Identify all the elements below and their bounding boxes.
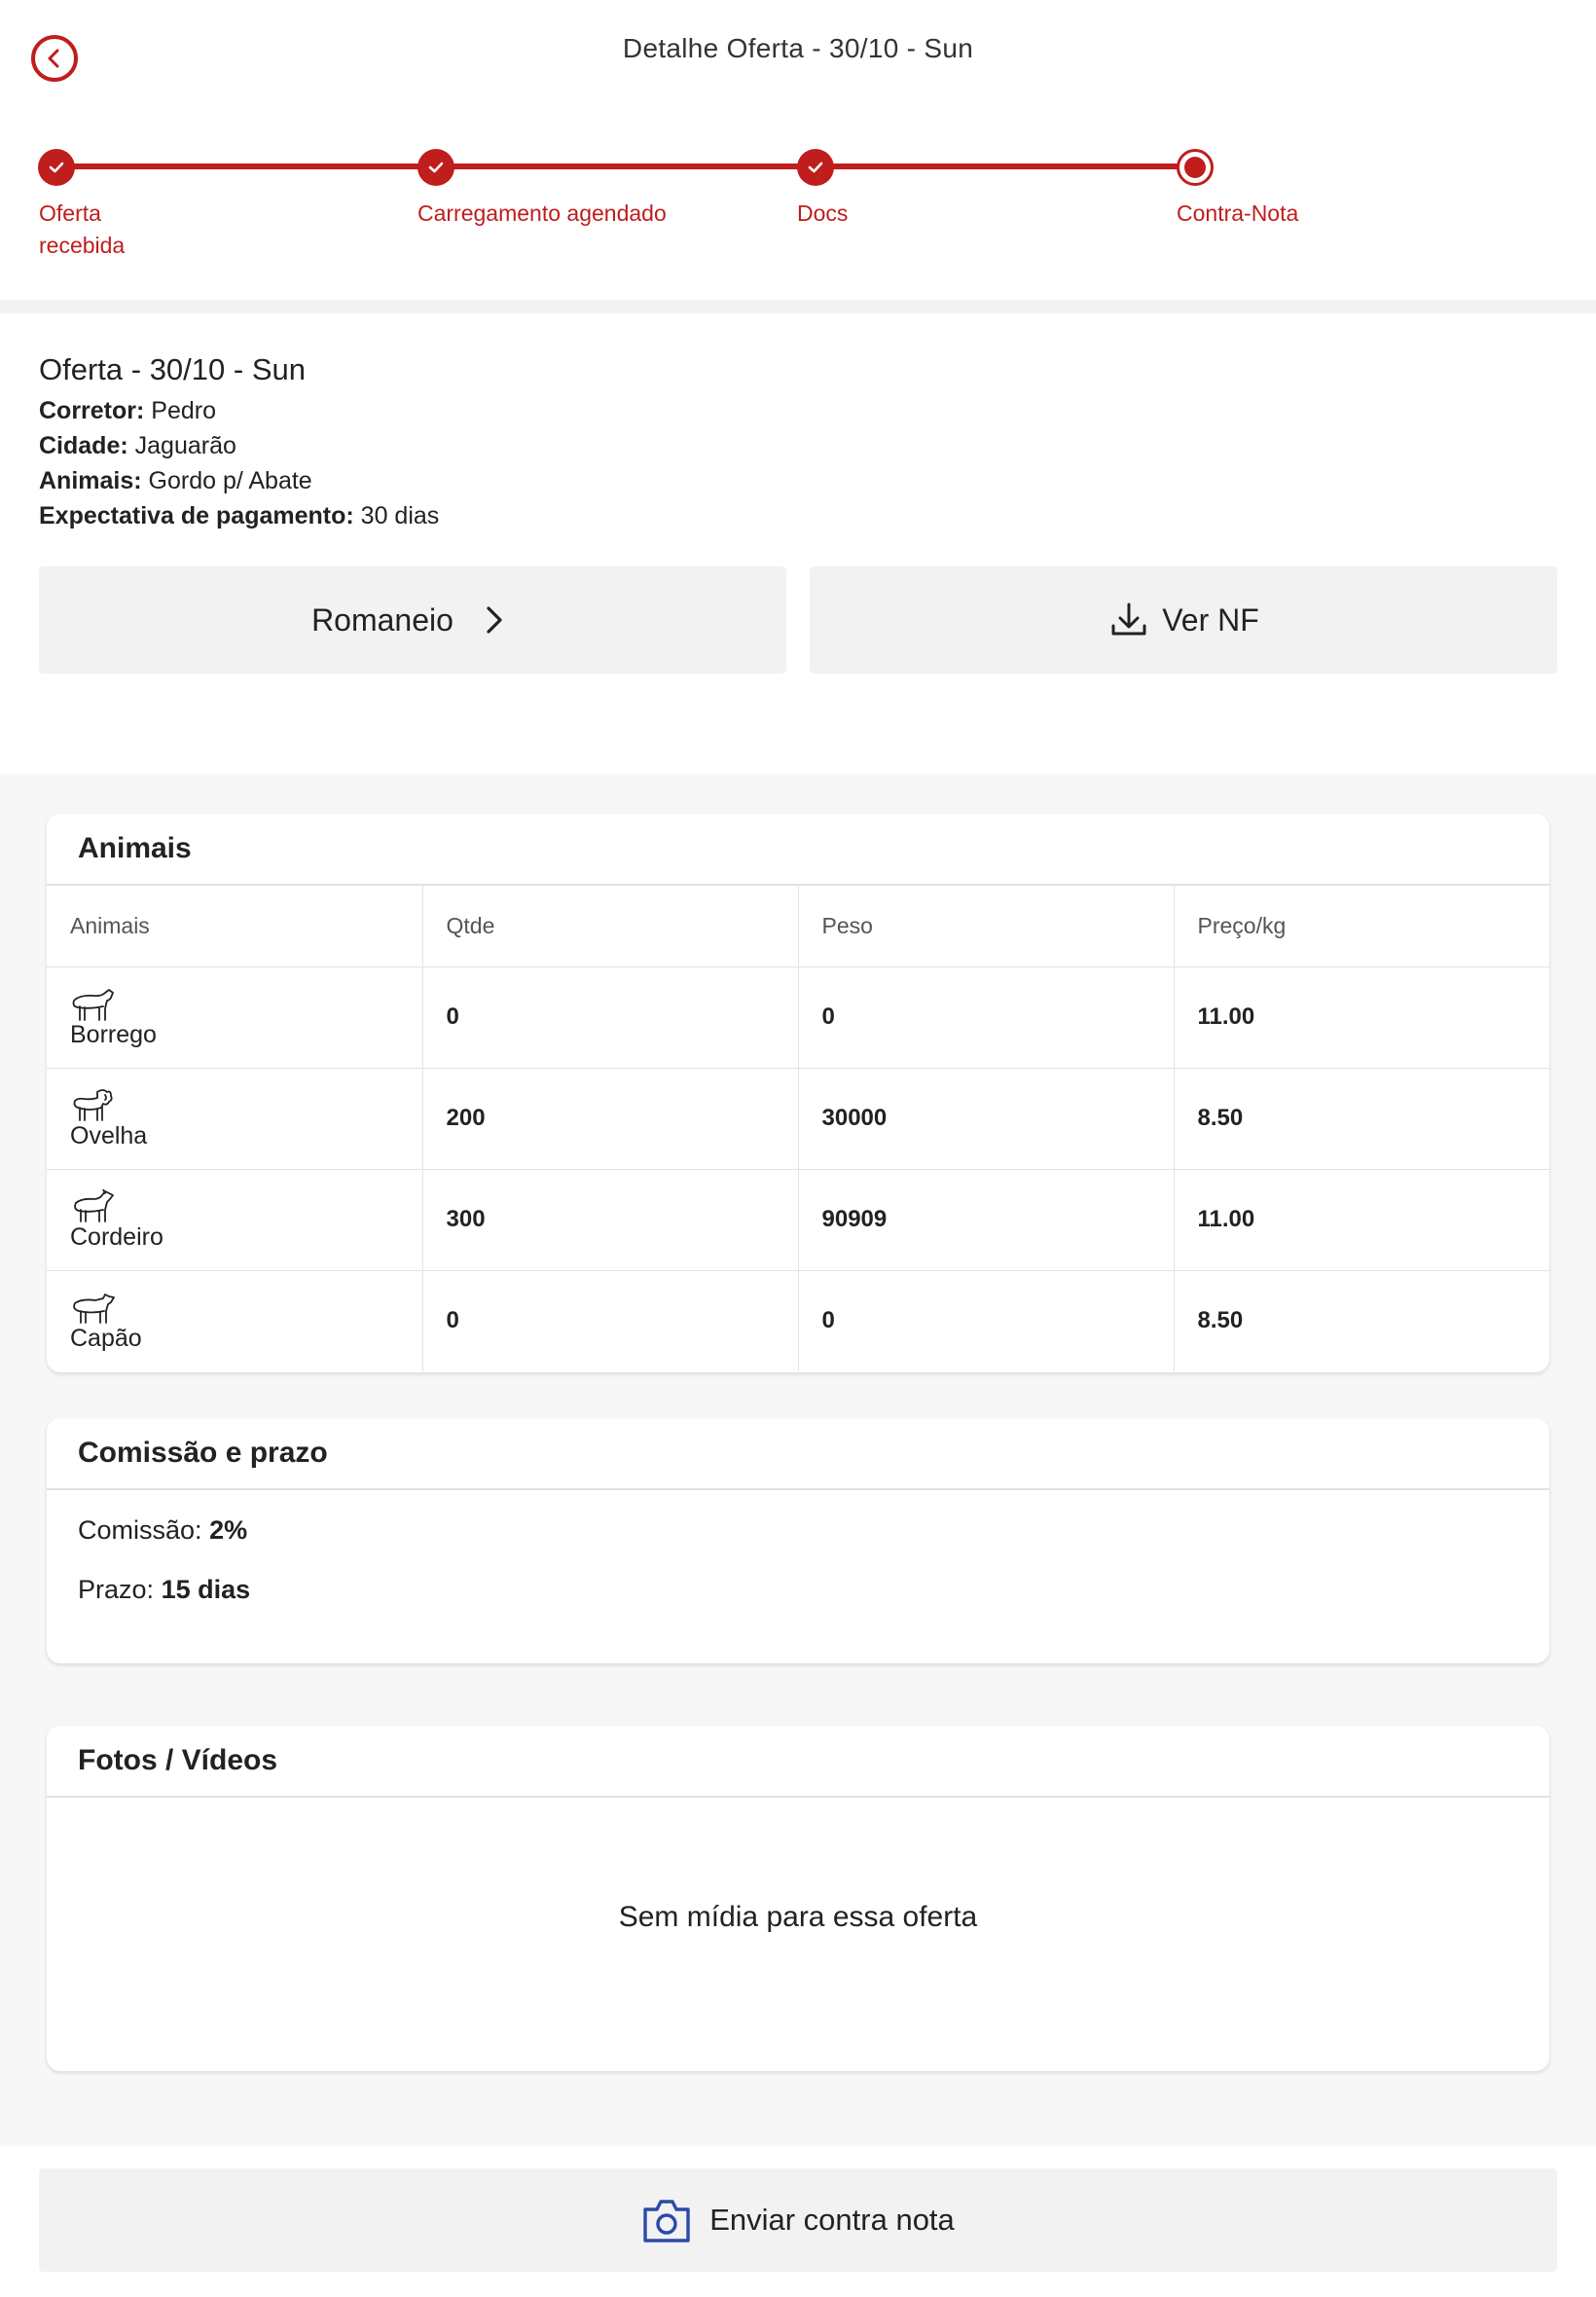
ver-nf-label: Ver NF [1162, 602, 1259, 638]
step-label-carregamento: Carregamento agendado [417, 201, 667, 226]
commission-card-title: Comissão e prazo [47, 1418, 1549, 1490]
step-label-contra-nota: Contra-Nota [1177, 201, 1299, 226]
table-row [47, 1169, 1549, 1270]
qtde-value: 0 [422, 1270, 798, 1371]
offer-summary [39, 352, 439, 533]
animal-cell [47, 1068, 422, 1169]
preco-value: 8.50 [1197, 1307, 1244, 1334]
lamb-icon [70, 1189, 115, 1224]
stepper-line [56, 164, 1195, 169]
ewe-icon [70, 1088, 115, 1123]
romaneio-button[interactable] [39, 566, 786, 674]
col-animais: Animais [47, 886, 422, 966]
qtde-value: 300 [422, 1169, 798, 1270]
chevron-right-icon [475, 601, 514, 639]
preco-value: 11.00 [1174, 966, 1549, 1068]
section-divider [0, 300, 1596, 313]
table-row [47, 1068, 1549, 1169]
animal-name: Borrego [70, 1021, 157, 1048]
animal-cell [47, 1169, 422, 1270]
preco-value: 11.00 [1174, 1169, 1549, 1270]
qtde-value: 200 [422, 1068, 798, 1169]
progress-stepper [0, 141, 1596, 302]
step-4-current-icon [1177, 149, 1214, 186]
send-contra-nota-label: Enviar contra nota [709, 2203, 955, 2237]
peso-value: 0 [798, 966, 1174, 1068]
camera-icon [641, 2196, 692, 2244]
table-row [47, 966, 1549, 1068]
page-title: Detalhe Oferta - 30/10 - Sun [622, 33, 974, 63]
sheep-icon [70, 987, 115, 1022]
animal-name: Cordeiro [70, 1223, 163, 1251]
animal-cell [47, 966, 422, 1068]
col-peso: Peso [798, 886, 1174, 966]
col-qtde: Qtde [422, 886, 798, 966]
animals-card [47, 814, 1549, 1372]
step-2-check-icon [417, 149, 454, 186]
animals-card-title: Animais [47, 814, 1549, 886]
romaneio-label: Romaneio [311, 602, 453, 638]
download-icon [1107, 599, 1150, 641]
animal-cell [47, 1270, 422, 1371]
broker-line: Corretor: Pedro [39, 397, 217, 424]
animal-name: Capão [70, 1325, 142, 1353]
step-3-check-icon [797, 149, 834, 186]
commission-line: Comissão: 2% [78, 1515, 248, 1545]
col-preco-kg: Preço/kg [1174, 886, 1549, 966]
peso-value: 0 [798, 1270, 1174, 1371]
offer-title: Oferta - 30/10 - Sun [39, 352, 306, 386]
preco-value: 8.50 [1174, 1068, 1549, 1169]
term-line: Prazo: 15 dias [78, 1575, 251, 1604]
media-card-title: Fotos / Vídeos [47, 1726, 1549, 1798]
step-label-oferta: Oferta recebida [39, 201, 126, 258]
animals-line: Animais: Gordo p/ Abate [39, 467, 312, 494]
ver-nf-button[interactable] [810, 566, 1557, 674]
animal-name: Ovelha [70, 1122, 148, 1149]
table-row [47, 1270, 1549, 1371]
payment-line: Expectativa de pagamento: 30 dias [39, 502, 440, 529]
step-label-docs: Docs [797, 201, 849, 226]
app-header [0, 0, 1596, 107]
empty-media-message: Sem mídia para essa oferta [618, 1901, 978, 1933]
step-1-check-icon [38, 149, 75, 186]
table-header-row [47, 886, 1549, 966]
city-line: Cidade: Jaguarão [39, 432, 236, 459]
animals-table [47, 886, 1549, 1371]
peso-value: 30000 [798, 1068, 1174, 1169]
media-card [47, 1726, 1549, 2071]
commission-card [47, 1418, 1549, 1663]
peso-value: 90909 [798, 1169, 1174, 1270]
send-contra-nota-button[interactable] [39, 2169, 1557, 2272]
wether-icon [70, 1291, 115, 1326]
qtde-value: 0 [422, 966, 798, 1068]
